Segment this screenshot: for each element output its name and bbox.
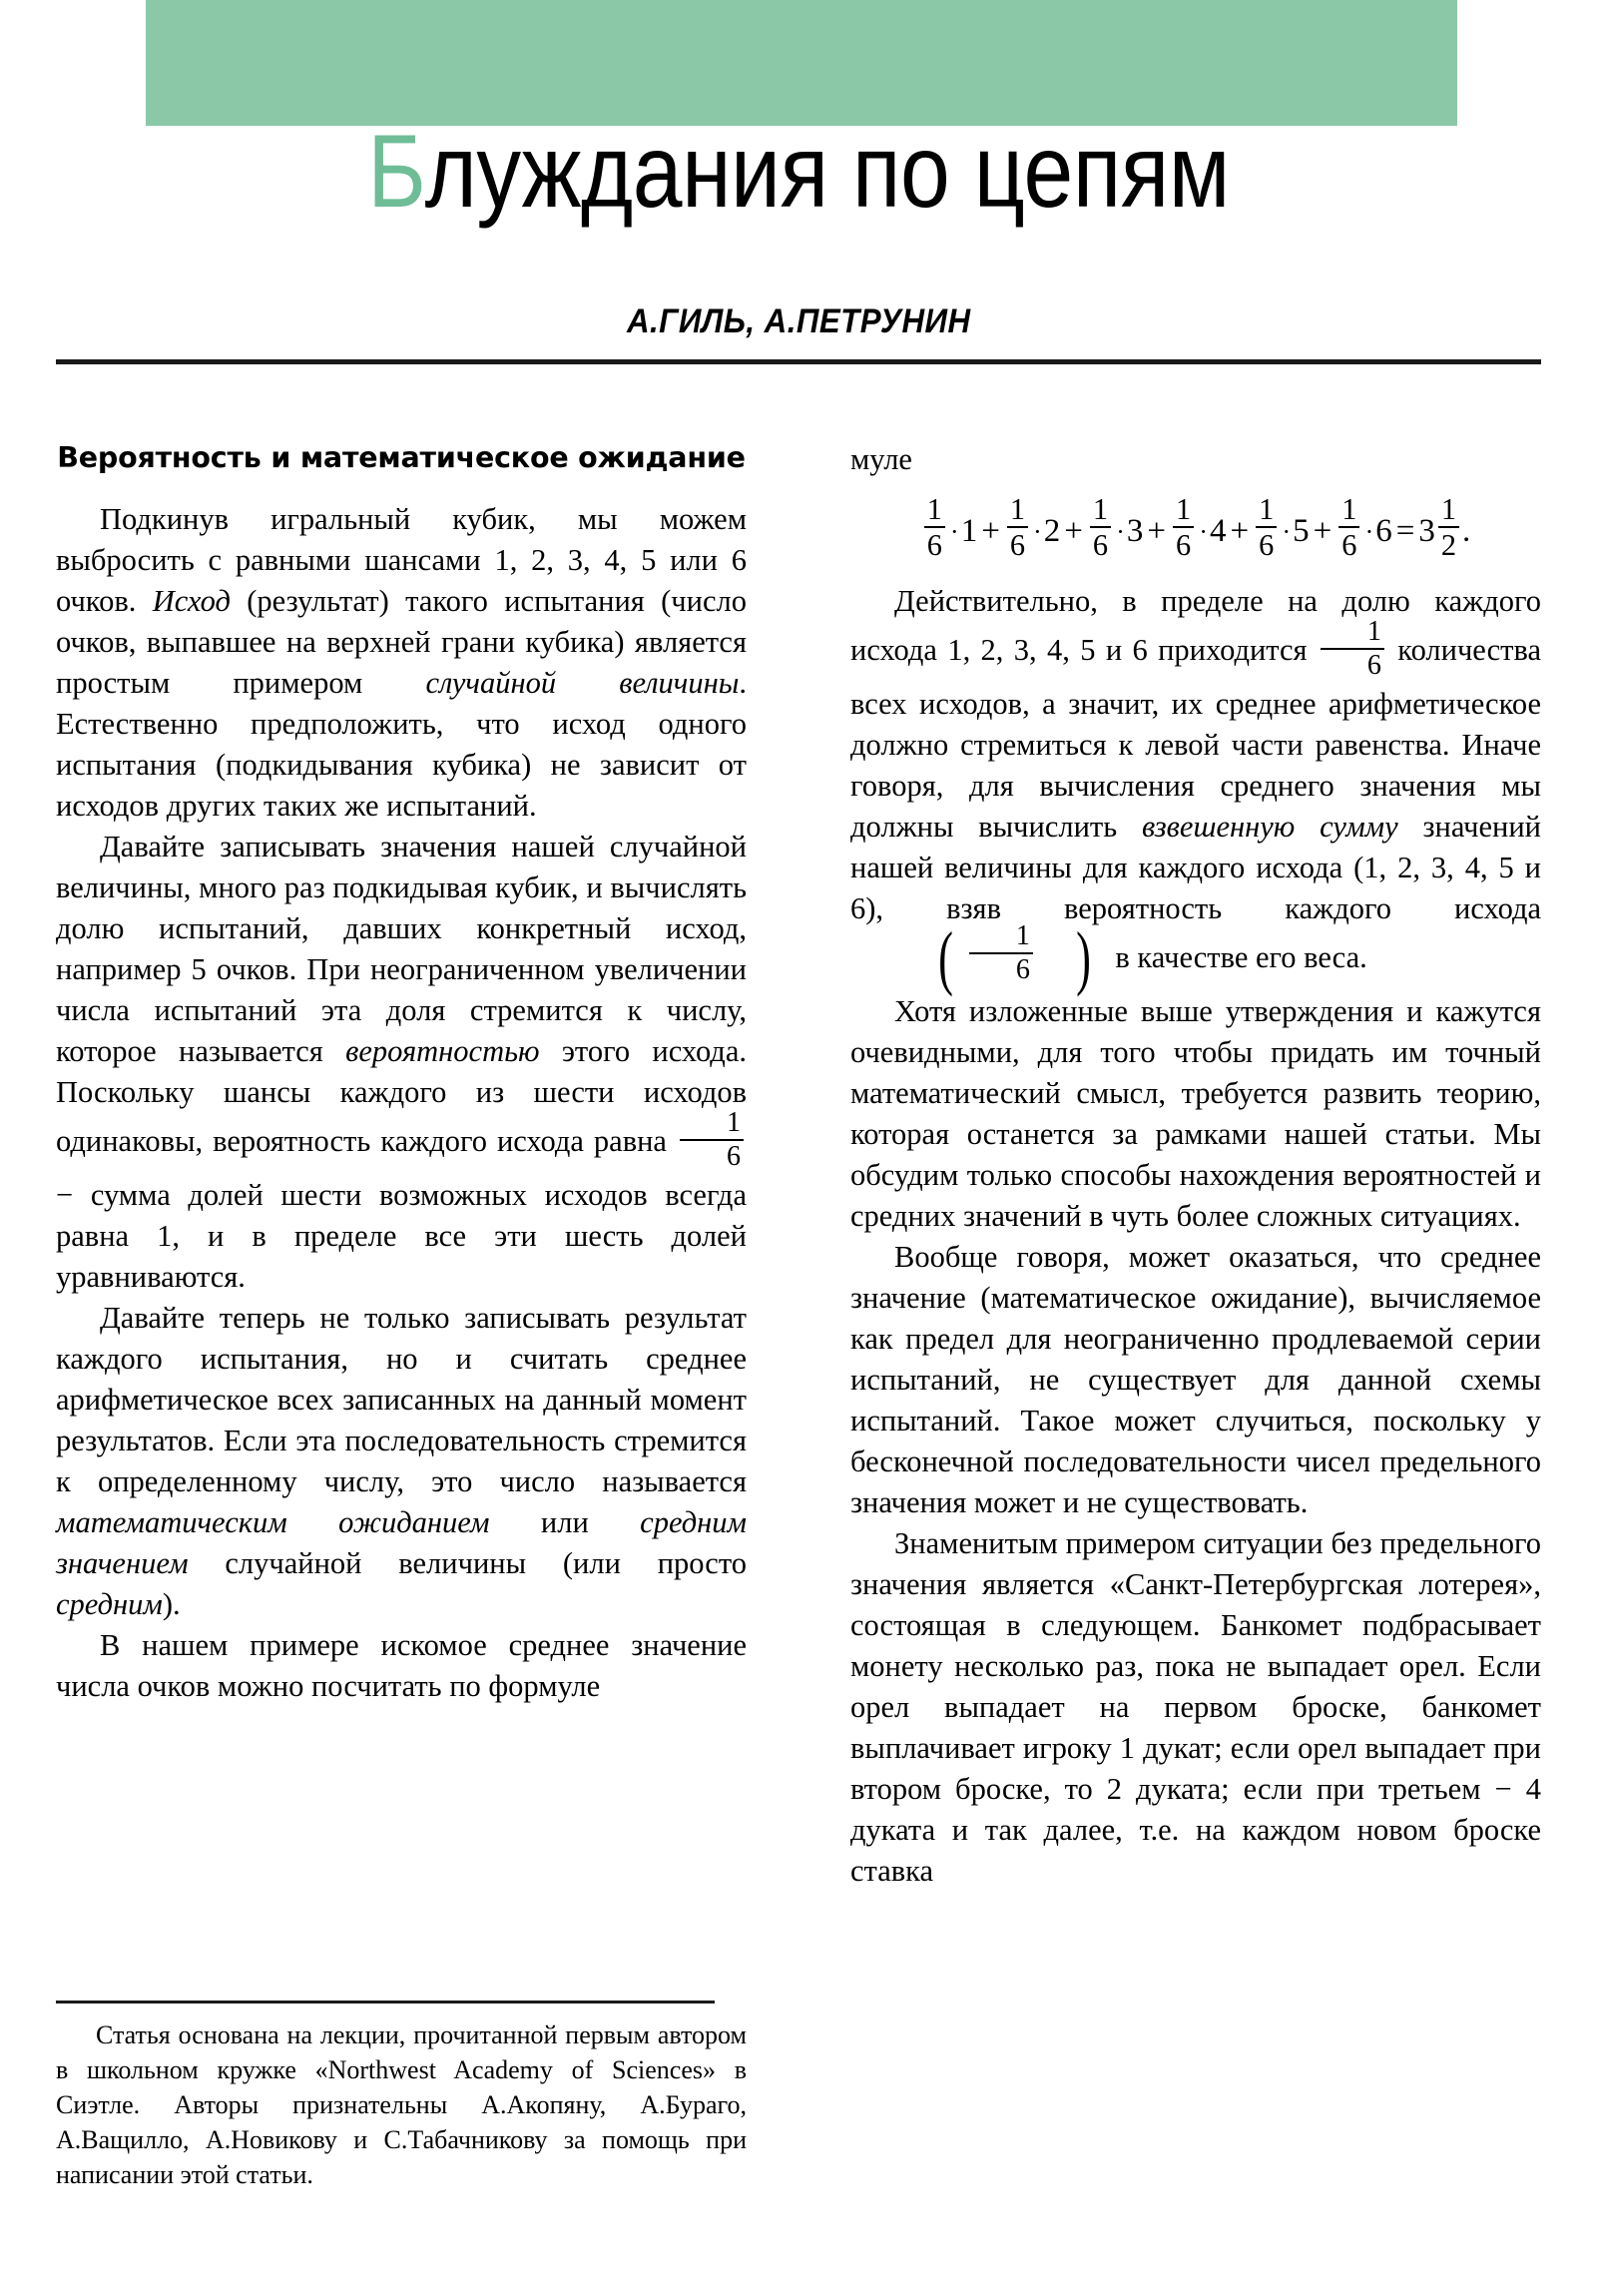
paragraph-1: Подкинув игральный кубик, мы можем выбросить с равными шансами 1, 2, 3, 4, 5 или 6 очков. Исход (результат) такого испытания (число очков, выпавшее на верхней грани кубика) является простым примером случайной величины. Естественно предположить, что исход одного испытания (подкидывания кубика) не зависит от исходов других таких же испытаний. <box>56 501 747 823</box>
right-paragraph-4: Знаменитым примером ситуации без предельного значения является «Санкт-Петербургская лотерея», состоящая в следующем. Банкомет подбрасывает монету несколько раз, пока не выпадает орел. Если орел выпадает на первом броске, банкомет выплачивает игроку 1 дукат; если орел выпадает при втором броске, то 2 дуката; если при третьем − 4 дуката и так далее, т.е. на каждом новом броске ставка <box>850 1526 1541 1889</box>
fraction-denominator: 6 <box>1366 650 1381 682</box>
equation-factor: 4 <box>1210 512 1227 549</box>
fraction-denominator: 6 <box>1015 954 1030 986</box>
fraction-numerator: 1 <box>1440 492 1457 527</box>
fraction-denominator: 2 <box>1440 528 1457 563</box>
continuation-word: муле <box>850 442 912 476</box>
equation-factor: 5 <box>1293 512 1310 549</box>
emphasis-text: вероятностью <box>345 1033 540 1068</box>
inline-fraction <box>969 922 1033 984</box>
plus-operator: + <box>1230 512 1250 549</box>
page-title-container <box>0 114 1597 230</box>
equation-period: . <box>1462 512 1471 549</box>
right-column <box>850 439 1541 1892</box>
inline-fraction <box>1338 494 1359 561</box>
equation-factor: 1 <box>960 512 978 549</box>
emphasis-text: средним значением <box>56 1505 747 1581</box>
section-heading: Вероятность и математическое ожидание <box>57 441 746 474</box>
footnote-divider-rule <box>56 2001 715 2004</box>
fraction-numerator: 1 <box>726 1107 741 1139</box>
left-column <box>56 439 747 1707</box>
title-remainder: луждания по цепям <box>424 114 1230 230</box>
fraction-numerator: 1 <box>1341 492 1357 527</box>
multiplication-dot: · <box>1364 516 1374 547</box>
fraction-numerator: 1 <box>1009 492 1025 527</box>
equals-operator: = <box>1395 512 1415 549</box>
expected-value-equation <box>850 492 1541 565</box>
plus-operator: + <box>981 512 1000 549</box>
fraction-denominator: 6 <box>926 528 942 563</box>
fraction-denominator: 6 <box>1009 528 1025 563</box>
fraction-numerator: 1 <box>1259 492 1275 527</box>
emphasis-text: средним <box>56 1587 163 1622</box>
fraction-denominator: 6 <box>1176 528 1192 563</box>
plus-operator: + <box>1313 512 1332 549</box>
fraction-numerator: 1 <box>1176 492 1192 527</box>
left-paren-glyph: ( <box>938 916 953 997</box>
page-title <box>367 114 1230 230</box>
fraction-numerator: 1 <box>1092 492 1109 527</box>
inline-fraction <box>1256 494 1277 561</box>
plus-operator: + <box>1147 512 1167 549</box>
inline-fraction <box>1173 494 1194 561</box>
multiplication-dot: · <box>949 516 959 547</box>
multiplication-dot: · <box>1199 516 1209 547</box>
inline-fraction <box>1007 494 1028 561</box>
equation-factor: 2 <box>1043 512 1061 549</box>
right-paren-glyph: ) <box>1076 916 1091 997</box>
fraction-denominator: 6 <box>1341 528 1357 563</box>
result-whole-part: 3 <box>1418 512 1435 549</box>
footnote-text: Статья основана на лекции, прочитанной первым автором в школьном кружке «Northwest Academy of Sciences» в Сиэтле. Авторы признательны А.Акопяну, А.Бураго, А.Ващилло, А.Новикову и С.Табачникову за помощь при написании этой статьи. <box>56 2020 747 2189</box>
authors-container <box>0 302 1597 341</box>
fraction-denominator: 6 <box>726 1141 741 1173</box>
header-divider-rule <box>56 359 1541 364</box>
emphasis-text: математическим ожиданием <box>56 1505 490 1540</box>
emphasis-text: Исход <box>152 583 231 618</box>
multiplication-dot: · <box>1282 516 1292 547</box>
fraction-numerator: 1 <box>926 492 942 527</box>
inline-fraction <box>1090 494 1111 561</box>
parenthesized-fraction <box>854 916 1104 997</box>
inline-fraction <box>680 1109 744 1171</box>
inline-fraction <box>1438 494 1459 561</box>
paragraph-4: В нашем примере искомое среднее значение числа очков можно посчитать по формуле <box>56 1628 747 1704</box>
emphasis-text: случайной величины <box>425 665 740 700</box>
fraction-denominator: 6 <box>1092 528 1109 563</box>
paragraph-3: Давайте теперь не только записывать результат каждого испытания, но и считать среднее арифметическое всех записанных на данный момент результатов. Если эта последовательность стремится к определенному числу, это число называется математическим ожиданием или средним значением случайной величины (или просто средним). <box>56 1301 747 1622</box>
inline-fraction <box>924 494 945 561</box>
fraction-numerator: 1 <box>1015 920 1030 952</box>
right-paragraph-3: Вообще говоря, может оказаться, что среднее значение (математическое ожидание), вычисляемое как предел для неограниченно продлеваемой серии испытаний, не существует для данной схемы испытаний. Такое может случиться, поскольку у бесконечной последовательности чисел предельного значения может и не существовать. <box>850 1240 1541 1520</box>
multiplication-dot: · <box>1116 516 1125 547</box>
fraction-numerator: 1 <box>1366 616 1381 648</box>
title-initial-letter: Б <box>367 114 425 230</box>
emphasis-text: взвешенную сумму <box>1141 809 1398 844</box>
authors-byline: А.ГИЛЬ, А.ПЕТРУНИН <box>626 302 971 340</box>
plus-operator: + <box>1064 512 1083 549</box>
equation-factor: 3 <box>1126 512 1144 549</box>
right-paragraph-1: Действительно, в пределе на долю каждого исхода 1, 2, 3, 4, 5 и 6 приходится $\frac{1}{6}$ количества всех исходов, а значит, их среднее арифметическое должно стремиться к левой части равенства. Иначе говоря, для вычисления среднего значения мы должны вычислить взвешенную сумму значений нашей величины для каждого исхода (1, 2, 3, 4, 5 и 6), взяв вероятность каждого исхода ( $\frac{1}{6}$ ) в качестве его веса. <box>850 583 1542 997</box>
inline-fraction <box>1321 618 1384 680</box>
paragraph-2: Давайте записывать значения нашей случайной величины, много раз подкидывая кубик, и вычислять долю испытаний, давших конкретный исход, например 5 очков. При неограниченном увеличении числа испытаний эта доля стремится к числу, которое называется вероятностью этого исхода. Поскольку шансы каждого из шести исходов одинаковы, вероятность каждого исхода равна $\frac{1}{6}$ − сумма долей шести возможных исходов всегда равна 1, и в пределе все эти шесть долей уравниваются. <box>56 829 747 1294</box>
fraction-denominator: 6 <box>1259 528 1275 563</box>
equation-factor: 6 <box>1375 512 1392 549</box>
header-green-banner <box>146 0 1457 126</box>
right-paragraph-2: Хотя изложенные выше утверждения и кажутся очевидными, для того чтобы придать им точный математический смысл, требуется развить теорию, которая останется за рамками нашей статьи. Мы обсудим только способы нахождения вероятностей и средних значений в чуть более сложных ситуациях. <box>850 994 1541 1234</box>
multiplication-dot: · <box>1033 516 1042 547</box>
